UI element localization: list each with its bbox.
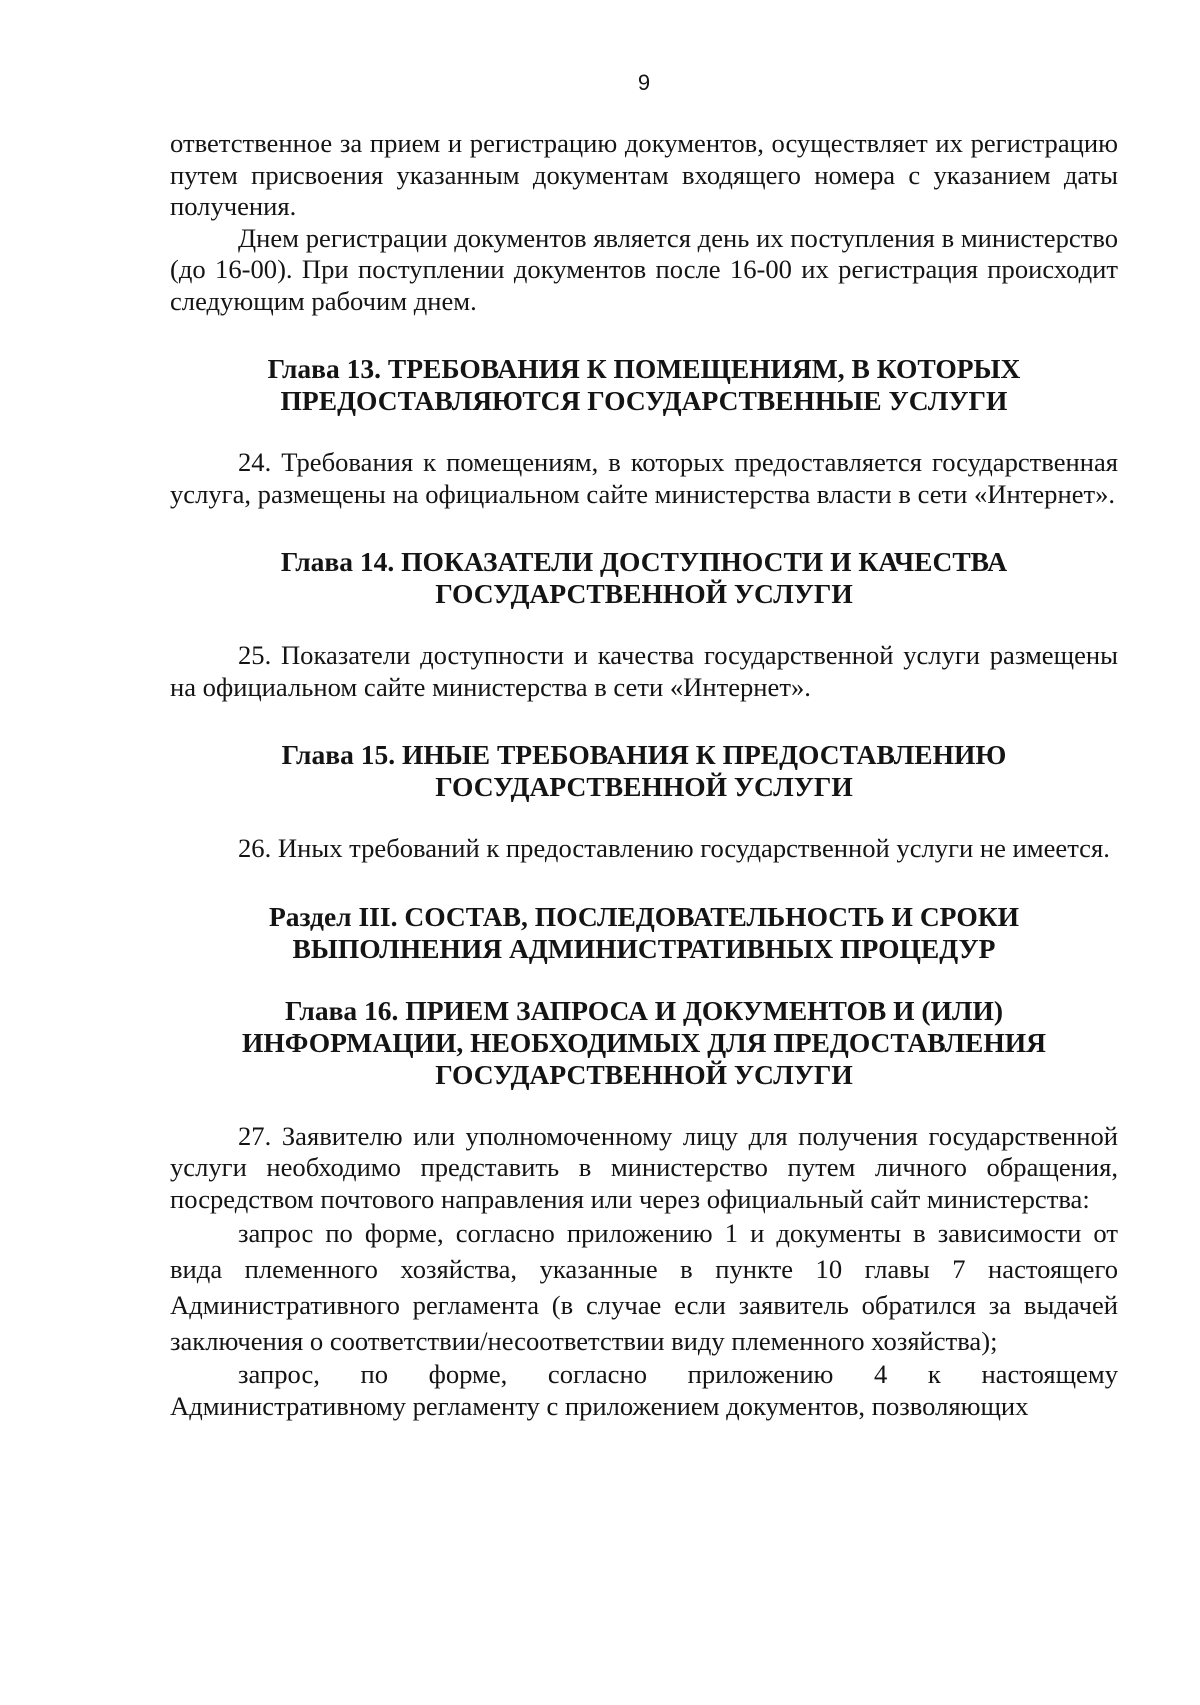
chapter-13-heading bbox=[170, 353, 1118, 417]
heading-line: Глава 14. ПОКАЗАТЕЛИ ДОСТУПНОСТИ И КАЧЕСТВА bbox=[280, 546, 1008, 577]
paragraph-continuation: ответственное за прием и регистрацию документов, осуществляет их регистрацию путем присвоения указанным документам входящего номера с указанием даты получения. bbox=[170, 128, 1118, 221]
chapter-14-heading bbox=[170, 546, 1118, 610]
paragraph-item-27-request-form: запрос по форме, согласно приложению 1 и документы в зависимости от вида племенного хозяйства, указанные в пункте 10 главы 7 настоящего Административного регламента (в случае если заявитель обратился за выдачей заключения о соответствии/несоответствии виду племенного хозяйства); bbox=[170, 1218, 1118, 1356]
heading-line: Раздел III. СОСТАВ, ПОСЛЕДОВАТЕЛЬНОСТЬ И СРОКИ bbox=[268, 900, 1020, 932]
chapter-16-heading bbox=[170, 995, 1118, 1091]
paragraph-item-24: 24. Требования к помещениям, в которых предоставляется государственная услуга, размещены на официальном сайте министерства власти в сети «Интернет». bbox=[170, 447, 1118, 509]
paragraph-item-27: 27. Заявителю или уполномоченному лицу для получения государственной услуги необходимо представить в министерство путем личного обращения, посредством почтового направления или через официальный сайт министерства: bbox=[170, 1120, 1118, 1214]
heading-line: ПРЕДОСТАВЛЯЮТСЯ ГОСУДАРСТВЕННЫЕ УСЛУГИ bbox=[280, 385, 1008, 416]
heading-line: ГОСУДАРСТВЕННОЙ УСЛУГИ bbox=[435, 578, 853, 609]
section-3-heading bbox=[170, 901, 1118, 965]
heading-line: ГОСУДАРСТВЕННОЙ УСЛУГИ bbox=[435, 1058, 853, 1090]
heading-line: ИНФОРМАЦИИ, НЕОБХОДИМЫХ ДЛЯ ПРЕДОСТАВЛЕНИЯ bbox=[241, 1026, 1047, 1058]
heading-line: Глава 13. ТРЕБОВАНИЯ К ПОМЕЩЕНИЯМ, В КОТОРЫХ bbox=[267, 353, 1021, 384]
paragraph-registration-day: Днем регистрации документов является день их поступления в министерство (до 16-00). При поступлении документов после 16-00 их регистрация происходит следующим рабочим днем. bbox=[170, 222, 1118, 316]
paragraph-item-26: 26. Иных требований к предоставлению государственной услуги не имеется. bbox=[238, 833, 1110, 863]
heading-line: ГОСУДАРСТВЕННОЙ УСЛУГИ bbox=[435, 771, 853, 802]
heading-line: Глава 16. ПРИЕМ ЗАПРОСА И ДОКУМЕНТОВ И (ИЛИ) bbox=[285, 994, 1003, 1026]
paragraph-item-25: 25. Показатели доступности и качества государственной услуги размещены на официальном сайте министерства в сети «Интернет». bbox=[170, 640, 1118, 702]
heading-line: ВЫПОЛНЕНИЯ АДМИНИСТРАТИВНЫХ ПРОЦЕДУР bbox=[292, 932, 996, 964]
heading-line: Глава 15. ИНЫЕ ТРЕБОВАНИЯ К ПРЕДОСТАВЛЕНИЮ bbox=[281, 739, 1007, 770]
page-number: 9 bbox=[637, 70, 651, 95]
paragraph-item-27-request-appendix-4: запрос, по форме, согласно приложению 4 к настоящему Административному регламенту с приложением документов, позволяющих bbox=[170, 1359, 1118, 1421]
document-body bbox=[170, 128, 1118, 1422]
chapter-15-heading bbox=[170, 739, 1118, 803]
